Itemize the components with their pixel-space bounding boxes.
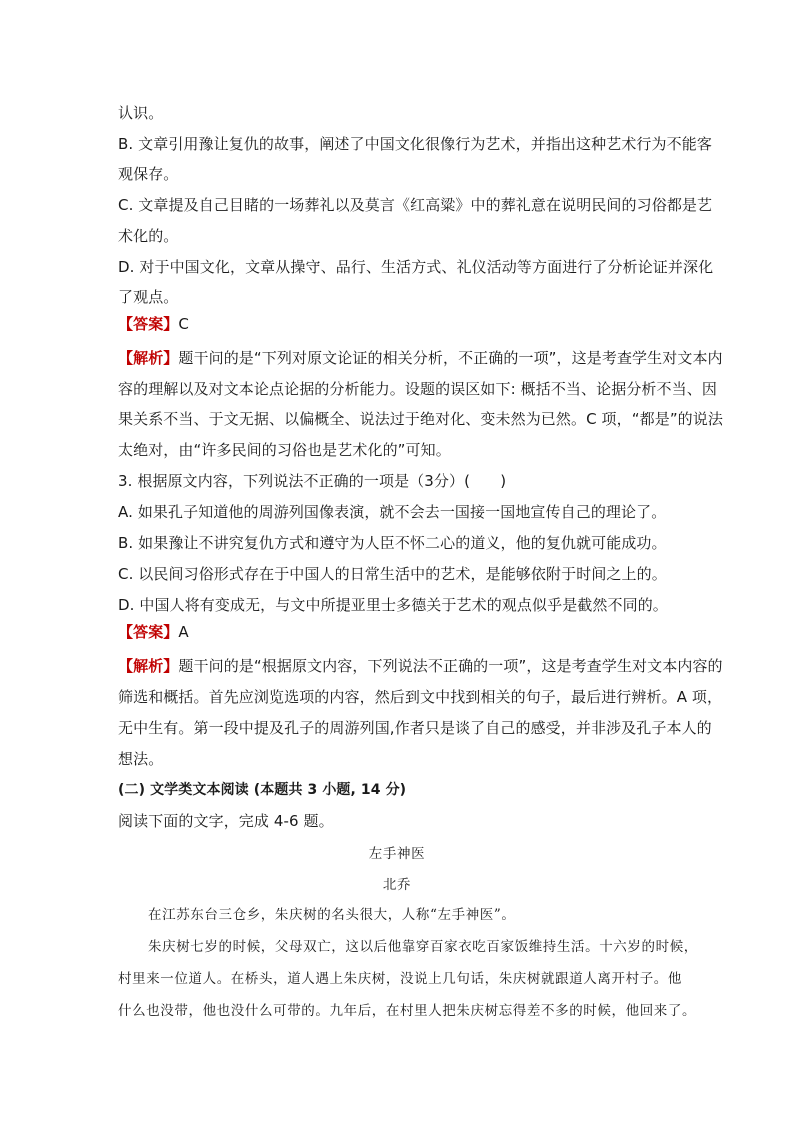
option-b-line-1: B. 文章引用豫让复仇的故事，阐述了中国文化很像行为艺术，并指出这种艺术行为不能客 xyxy=(118,135,712,153)
q3-option-b: B. 如果豫让不讲究复仇方式和遵守为人臣不怀二心的道义，他的复仇就可能成功。 xyxy=(118,534,667,552)
question-3-stem: 3. 根据原文内容，下列说法不正确的一项是（3分）( ) xyxy=(118,472,507,490)
answer-line-q3 xyxy=(118,622,678,642)
story-paragraph-1: 在江苏东台三仓乡，朱庆树的名头很大，人称“左手神医”。 xyxy=(148,907,516,923)
option-d-line-2: 了观点。 xyxy=(118,288,179,306)
analysis-tag: 【解析】 xyxy=(118,349,179,367)
answer-line-q2 xyxy=(118,314,678,334)
analysis-line-1-q3 xyxy=(118,656,723,676)
analysis-text: 题干问的是“根据原文内容，下列说法不正确的一项”，这是考查学生对文本内容的 xyxy=(178,657,723,675)
analysis-line-1-q2 xyxy=(118,348,723,368)
story-paragraph-2-line-2: 村里来一位道人。在桥头，道人遇上朱庆树，没说上几句话，朱庆树就跟道人离开村子。他 xyxy=(118,971,682,987)
option-a-continuation: 认识。 xyxy=(118,104,164,122)
story-paragraph-2-line-3: 什么也没带，他也没什么可带的。九年后，在村里人把朱庆树忘得差不多的时候，他回来了。 xyxy=(118,1003,697,1019)
answer-tag: 【答案】 xyxy=(118,623,179,641)
story-author: 北乔 xyxy=(382,877,412,893)
option-c-line-2: 术化的。 xyxy=(118,227,179,245)
option-b-line-2: 观保存。 xyxy=(118,165,179,183)
analysis-line-3-q3: 无中生有。第一段中提及孔子的周游列国,作者只是谈了自己的感受，并非涉及孔子本人的 xyxy=(118,719,712,737)
analysis-line-4-q2: 太绝对，由“许多民间的习俗也是艺术化的”可知。 xyxy=(118,441,451,459)
analysis-text: 题干问的是“下列对原文论证的相关分析，不正确的一项”，这是考查学生对文本内 xyxy=(178,349,723,367)
option-d-line-1: D. 对于中国文化，文章从操守、品行、生活方式、礼仪活动等方面进行了分析论证并深化 xyxy=(118,258,714,276)
story-title: 左手神医 xyxy=(368,846,426,862)
story-paragraph-2-line-1: 朱庆树七岁的时候，父母双亡，这以后他靠穿百家衣吃百家饭维持生活。十六岁的时候， xyxy=(148,939,698,955)
answer-value: C xyxy=(178,315,189,333)
analysis-line-2-q3: 筛选和概括。首先应浏览选项的内容，然后到文中找到相关的句子，最后进行辨析。A 项， xyxy=(118,688,723,706)
section-instruction: 阅读下面的文字，完成 4-6 题。 xyxy=(118,812,334,830)
section-heading: (二) 文学类文本阅读 (本题共 3 小题, 14 分) xyxy=(118,782,407,798)
q3-option-d: D. 中国人将有变成无，与文中所提亚里士多德关于艺术的观点似乎是截然不同的。 xyxy=(118,596,668,614)
answer-value: A xyxy=(178,623,189,641)
q3-option-a: A. 如果孔子知道他的周游列国像表演，就不会去一国接一国地宣传自己的理论了。 xyxy=(118,503,667,521)
q3-option-c: C. 以民间习俗形式存在于中国人的日常生活中的艺术，是能够依附于时间之上的。 xyxy=(118,565,667,583)
analysis-line-2-q2: 容的理解以及对文本论点论据的分析能力。设题的误区如下: 概括不当、论据分析不当、因 xyxy=(118,380,717,398)
option-c-line-1: C. 文章提及自己目睹的一场葬礼以及莫言《红高粱》中的葬礼意在说明民间的习俗都是艺 xyxy=(118,196,713,214)
answer-tag: 【答案】 xyxy=(118,315,179,333)
analysis-line-3-q2: 果关系不当、于文无据、以偏概全、说法过于绝对化、变未然为已然。C 项，“都是”的说法 xyxy=(118,410,723,428)
analysis-line-4-q3: 想法。 xyxy=(118,750,164,768)
analysis-tag: 【解析】 xyxy=(118,657,179,675)
